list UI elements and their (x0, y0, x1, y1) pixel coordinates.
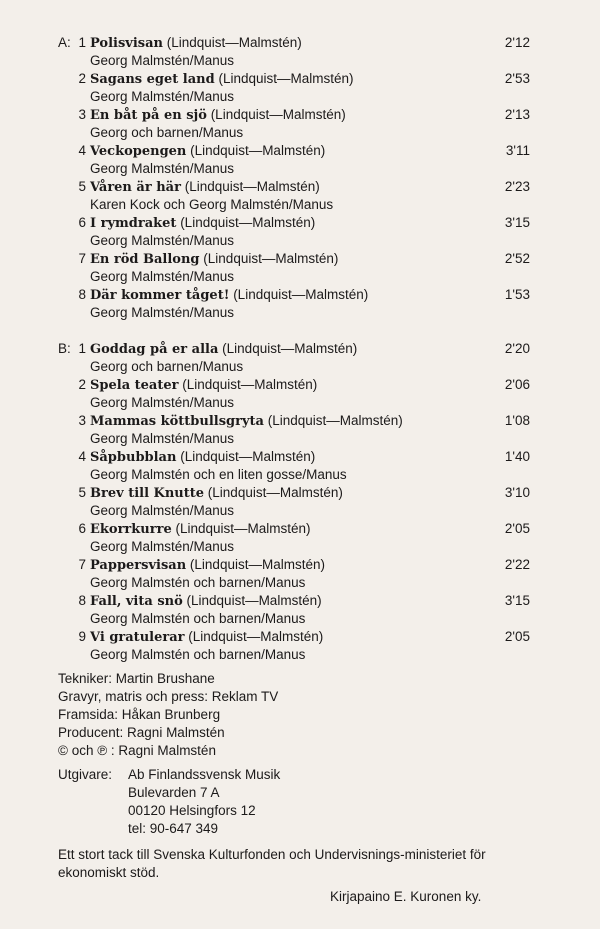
track-time: 2'13 (504, 107, 530, 122)
publisher-label: Utgivare: (58, 767, 113, 782)
track-row (0, 628, 600, 664)
track-performer: Georg Malmstén/Manus (90, 395, 235, 410)
track-credit: (Lindquist—Malmstén) (175, 521, 311, 536)
printer-credit: Kirjapaino E. Kuronen ky. (330, 889, 482, 904)
publisher-city: 00120 Helsingfors 12 (128, 803, 256, 818)
track-time: 3'11 (505, 143, 530, 158)
track-performer: Georg och barnen/Manus (90, 125, 244, 140)
track-title: Sagans eget land (90, 72, 215, 87)
track-number: 5 (78, 485, 86, 500)
track-title: I rymdraket (90, 216, 177, 231)
track-time: 2'52 (504, 251, 530, 266)
track-title: Mammas köttbullsgryta (90, 414, 264, 429)
side-label: B: (58, 341, 71, 356)
track-row (0, 412, 600, 448)
track-title: Där kommer tåget! (90, 288, 230, 303)
track-title: Brev till Knutte (90, 486, 205, 501)
track-row (0, 340, 600, 376)
track-row (0, 376, 600, 412)
copyright-credit: © och ℗ : Ragni Malmstén (58, 743, 216, 758)
track-row (0, 286, 600, 322)
track-row (0, 214, 600, 250)
producer-credit: Producent: Ragni Malmstén (58, 725, 225, 740)
track-title: En båt på en sjö (90, 108, 207, 123)
track-time: 3'15 (504, 215, 530, 230)
publisher-street: Bulevarden 7 A (128, 785, 220, 800)
track-title: Polisvisan (90, 36, 163, 51)
acknowledgement: Ett stort tack till Svenska Kulturfonden och Undervisnings-ministeriet för ekonomiskt stöd. (58, 847, 486, 880)
track-title: Goddag på er alla (90, 342, 219, 357)
track-row (0, 178, 600, 214)
track-row (0, 142, 600, 178)
track-performer: Georg Malmstén/Manus (90, 431, 235, 446)
track-title: Spela teater (90, 378, 179, 393)
track-credit: (Lindquist—Malmstén) (207, 485, 343, 500)
track-time: 2'22 (504, 557, 530, 572)
track-row (0, 34, 600, 70)
track-time: 2'06 (504, 377, 530, 392)
track-title: Fall, vita snö (90, 594, 183, 609)
track-credit: (Lindquist—Malmstén) (233, 287, 369, 302)
track-performer: Georg och barnen/Manus (90, 359, 244, 374)
track-row (0, 250, 600, 286)
track-time: 1'08 (504, 413, 530, 428)
track-time: 2'20 (504, 341, 530, 356)
track-number: 2 (78, 71, 86, 86)
track-row (0, 448, 600, 484)
track-number: 3 (78, 107, 86, 122)
track-number: 6 (78, 215, 86, 230)
track-credit: (Lindquist—Malmstén) (166, 35, 302, 50)
track-row (0, 556, 600, 592)
track-performer: Georg Malmstén/Manus (90, 233, 235, 248)
track-number: 7 (78, 557, 86, 572)
track-number: 7 (78, 251, 86, 266)
track-title: Såpbubblan (90, 450, 177, 465)
track-credit: (Lindquist—Malmstén) (210, 107, 346, 122)
track-time: 2'53 (504, 71, 530, 86)
track-number: 4 (78, 449, 86, 464)
track-time: 3'10 (504, 485, 530, 500)
track-number: 1 (78, 341, 86, 356)
track-number: 1 (78, 35, 86, 50)
track-credit: (Lindquist—Malmstén) (182, 377, 318, 392)
track-title: Pappersvisan (90, 558, 187, 573)
track-number: 5 (78, 179, 86, 194)
track-credit: (Lindquist—Malmstén) (190, 143, 326, 158)
side-label: A: (58, 35, 71, 50)
track-title: Ekorrkurre (90, 522, 172, 537)
track-performer: Karen Kock och Georg Malmstén/Manus (90, 197, 334, 212)
publisher-address (128, 766, 280, 838)
track-number: 2 (78, 377, 86, 392)
track-number: 8 (78, 593, 86, 608)
track-credit: (Lindquist—Malmstén) (186, 593, 322, 608)
track-performer: Georg Malmstén/Manus (90, 269, 235, 284)
track-title: Vi gratulerar (90, 630, 185, 645)
publisher-name: Ab Finlandssvensk Musik (128, 767, 281, 782)
track-row (0, 592, 600, 628)
track-credit: (Lindquist—Malmstén) (184, 179, 320, 194)
track-performer: Georg Malmstén/Manus (90, 503, 235, 518)
track-number: 9 (78, 629, 86, 644)
production-credits (58, 670, 278, 760)
track-time: 2'05 (504, 629, 530, 644)
track-credit: (Lindquist—Malmstén) (180, 449, 316, 464)
track-credit: (Lindquist—Malmstén) (188, 629, 324, 644)
track-performer: Georg Malmstén/Manus (90, 161, 235, 176)
track-number: 6 (78, 521, 86, 536)
track-number: 8 (78, 287, 86, 302)
track-credit: (Lindquist—Malmstén) (222, 341, 358, 356)
track-title: Våren är här (90, 180, 181, 195)
engraving-credit: Gravyr, matris och press: Reklam TV (58, 689, 279, 704)
track-row (0, 520, 600, 556)
track-performer: Georg Malmstén och barnen/Manus (90, 611, 306, 626)
track-credit: (Lindquist—Malmstén) (180, 215, 316, 230)
track-credit: (Lindquist—Malmstén) (267, 413, 403, 428)
track-time: 2'23 (504, 179, 530, 194)
track-performer: Georg Malmstén/Manus (90, 305, 235, 320)
track-number: 3 (78, 413, 86, 428)
track-number: 4 (78, 143, 86, 158)
track-performer: Georg Malmstén och en liten gosse/Manus (90, 467, 347, 482)
track-title: Veckopengen (90, 144, 187, 159)
track-time: 2'12 (504, 35, 530, 50)
track-performer: Georg Malmstén och barnen/Manus (90, 647, 306, 662)
track-time: 1'40 (504, 449, 530, 464)
track-performer: Georg Malmstén/Manus (90, 53, 235, 68)
technician-credit: Tekniker: Martin Brushane (58, 671, 215, 686)
track-time: 1'53 (504, 287, 530, 302)
track-performer: Georg Malmstén/Manus (90, 539, 235, 554)
track-row (0, 70, 600, 106)
track-time: 3'15 (504, 593, 530, 608)
track-credit: (Lindquist—Malmstén) (218, 71, 354, 86)
track-performer: Georg Malmstén och barnen/Manus (90, 575, 306, 590)
track-credit: (Lindquist—Malmstén) (189, 557, 325, 572)
track-title: En röd Ballong (90, 252, 200, 267)
track-time: 2'05 (504, 521, 530, 536)
cover-credit: Framsida: Håkan Brunberg (58, 707, 221, 722)
track-performer: Georg Malmstén/Manus (90, 89, 235, 104)
track-row (0, 106, 600, 142)
track-row (0, 484, 600, 520)
publisher-phone: tel: 90-647 349 (128, 821, 219, 836)
track-credit: (Lindquist—Malmstén) (203, 251, 339, 266)
